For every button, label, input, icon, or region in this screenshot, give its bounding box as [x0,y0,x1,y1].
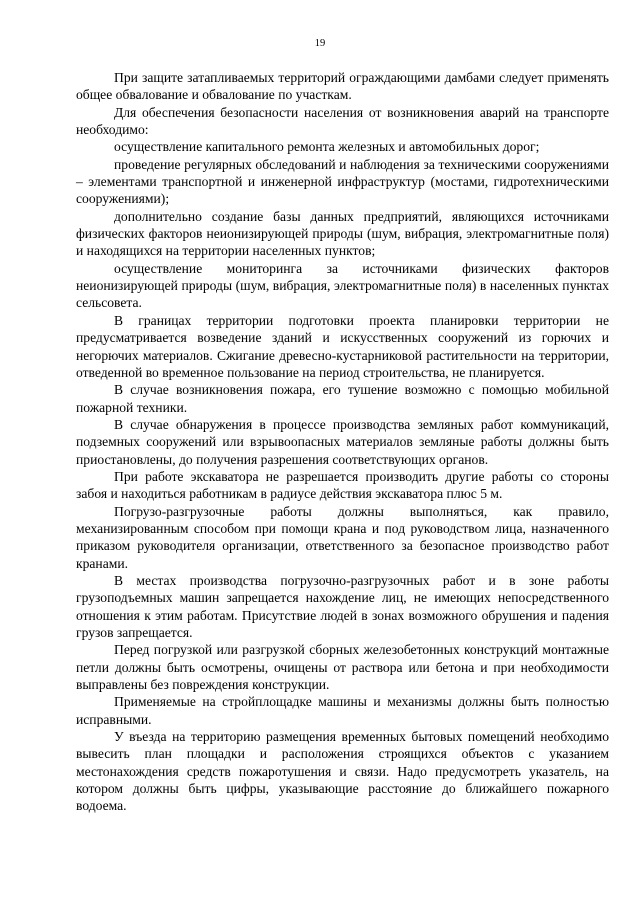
paragraph-flood-protection: При защите затапливаемых территорий ограждающими дамбами следует применять общее обвалование и обвалование по участкам. [76,70,609,103]
paragraph-concrete-structures: Перед погрузкой или разгрузкой сборных железобетонных конструкций монтажные петли должны быть осмотрены, очищены от раствора или бетона и при необходимости выправлены без повреждения конструкции. [76,642,609,693]
paragraph-excavation-findings: В случае обнаружения в процессе производства земляных работ коммуникаций, подземных сооружений или взрывоопасных материалов земляные работы должны быть приостановлены, до получения разрешения соответствующих органов. [76,416,609,467]
document-body [76,69,609,815]
paragraph-loading-works: Погрузо-разгрузочные работы должны выполняться, как правило, механизированным способом при помощи крана и под руководством лица, назначенного приказом руководителя организации, ответственного за безопасное производство работ кранами. [76,503,609,571]
paragraph-transport-safety-intro: Для обеспечения безопасности населения от возникновения аварий на транспорте необходимо: [76,104,609,138]
paragraph-excavator-safety: При работе экскаватора не разрешается производить другие работы со стороны забоя и находиться работникам в радиусе действия экскаватора плюс 5 м. [76,468,609,502]
paragraph-machinery: Применяемые на стройплощадке машины и механизмы должны быть полностью исправными. [76,694,609,727]
paragraph-monitoring: осуществление мониторинга за источниками физических факторов неионизирующей природы (шум, вибрация, электромагнитные поля) в населенных пунктах сельсовета. [76,260,609,311]
paragraph-fire-response: В случае возникновения пожара, его тушение возможно с помощью мобильной пожарной техники. [76,382,609,415]
paragraph-loading-zones: В местах производства погрузочно-разгрузочных работ и в зоне работы грузоподъемных машин запрещается нахождение лиц, не имеющих непосредственного отношения к этим работам. Присутствие людей в зонах возможного обрушения и падения грузов запрещается. [76,572,609,640]
paragraph-site-plan: У въезда на территорию размещения временных бытовых помещений необходимо вывесить план площадки и расположения строящихся объектов с указанием местонахождения средств пожаротушения и связи. Надо предусмотреть указатель, на котором должны быть цифры, указывающие расстояние до ближайшего пожарного водоема. [76,729,609,814]
paragraph-inspections: проведение регулярных обследований и наблюдения за техническими сооружениями – элементами транспортной и инженерной инфраструктур (мостами, гидротехническими сооружениями); [76,156,609,207]
paragraph-road-repair: осуществление капитального ремонта железных и автомобильных дорог; [114,139,540,155]
paragraph-construction-materials: В границах территории подготовки проекта планировки территории не предусматривается возведение зданий и искусственных сооружений из горючих и негорючих материалов. Сжигание древесно-кустарниковой растительности на территории, отведенной во временное пользование на период строительства, не планируется. [76,312,609,380]
page-number: 19 [314,38,326,49]
paragraph-database: дополнительно создание базы данных предприятий, являющихся источниками физических факторов неионизирующей природы (шум, вибрация, электромагнитные поля) и находящихся на территории населенных пунктов; [76,208,609,259]
